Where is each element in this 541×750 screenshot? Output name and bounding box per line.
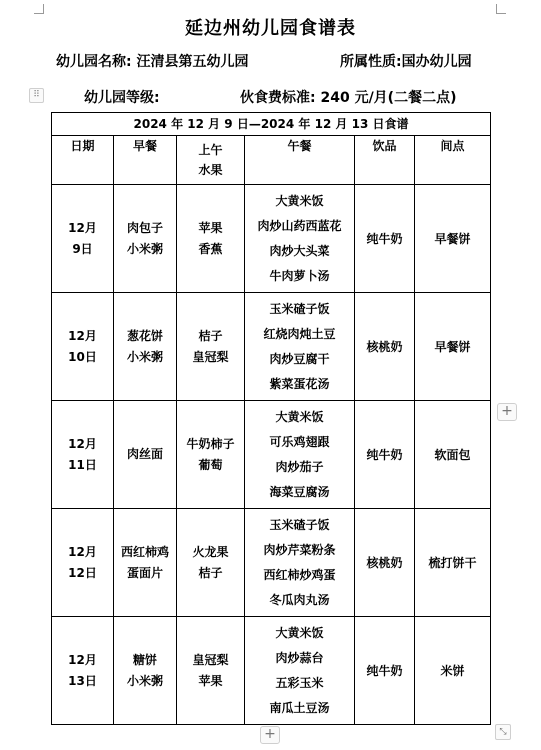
snack-cell: 早餐饼 (415, 293, 491, 401)
lunch-cell (245, 185, 355, 293)
snack-cell: 早餐饼 (415, 185, 491, 293)
fruit-cell (177, 185, 245, 293)
fruit-item: 桔子 (198, 328, 223, 343)
fruit-item: 皇冠梨 (192, 349, 229, 364)
fruit-cell (177, 293, 245, 401)
header-fruit-line-1: 上午 (198, 143, 223, 157)
fruit-cell (177, 617, 245, 725)
header-fruit-line-2: 水果 (198, 163, 223, 177)
breakfast-item: 糖饼 (132, 652, 157, 667)
table-resize-icon[interactable]: ⤡ (495, 724, 511, 740)
lunch-item: 玉米碴子饭 (269, 517, 330, 532)
breakfast-cell (114, 509, 177, 617)
snack-cell: 梳打饼干 (415, 509, 491, 617)
lunch-item: 肉炒山药西蓝花 (257, 218, 342, 233)
breakfast-item: 小米粥 (126, 241, 163, 256)
table-move-handle-icon[interactable]: ⠿ (29, 88, 44, 103)
header-lunch: 午餐 (245, 136, 355, 185)
lunch-item: 大黄米饭 (275, 193, 324, 208)
date-cell (52, 509, 114, 617)
fruit-item: 葡萄 (198, 457, 223, 472)
date-day: 12日 (68, 565, 97, 580)
date-day: 11日 (68, 457, 97, 472)
table-row (52, 401, 491, 509)
lunch-item: 冬瓜肉丸汤 (269, 592, 330, 607)
breakfast-item: 西红柿鸡 (120, 544, 169, 559)
date-day: 10日 (68, 349, 97, 364)
kindergarten-grade: 幼儿园等级: (84, 90, 160, 106)
breakfast-item: 小米粥 (126, 349, 163, 364)
breakfast-cell (114, 185, 177, 293)
drink-cell: 核桃奶 (355, 293, 415, 401)
breakfast-cell (114, 401, 177, 509)
lunch-item: 牛肉萝卜汤 (269, 268, 330, 283)
lunch-item: 红烧肉炖土豆 (263, 326, 336, 341)
table-row (52, 185, 491, 293)
date-day: 9日 (72, 241, 93, 256)
lunch-item: 海菜豆腐汤 (269, 484, 330, 499)
lunch-item: 肉炒芹菜粉条 (263, 542, 336, 557)
lunch-item: 五彩玉米 (275, 675, 324, 690)
page-corner-mark-left (34, 4, 44, 14)
header-fruit (177, 136, 245, 185)
snack-cell: 软面包 (415, 401, 491, 509)
lunch-item: 南瓜土豆汤 (269, 700, 330, 715)
date-cell (52, 293, 114, 401)
lunch-item: 西红柿炒鸡蛋 (263, 567, 336, 582)
breakfast-item: 小米粥 (126, 673, 163, 688)
lunch-item: 大黄米饭 (275, 625, 324, 640)
drink-cell: 纯牛奶 (355, 401, 415, 509)
fruit-item: 苹果 (198, 673, 223, 688)
add-column-plus-icon[interactable]: + (497, 403, 517, 421)
table-row (52, 293, 491, 401)
table-row (52, 617, 491, 725)
fruit-item: 苹果 (198, 220, 223, 235)
date-month: 12月 (68, 436, 97, 451)
date-range: 2024 年 12 月 9 日—2024 年 12 月 13 日食谱 (52, 113, 491, 136)
fruit-item: 桔子 (198, 565, 223, 580)
page-corner-mark-right (496, 4, 506, 14)
lunch-item: 肉炒蒜台 (275, 650, 324, 665)
date-cell (52, 185, 114, 293)
header-snack: 间点 (415, 136, 491, 185)
kindergarten-nature: 所属性质:国办幼儿园 (340, 54, 472, 70)
date-cell (52, 401, 114, 509)
table-row (52, 509, 491, 617)
lunch-item: 紫菜蛋花汤 (269, 376, 330, 391)
add-row-plus-icon[interactable]: + (260, 726, 280, 744)
date-month: 12月 (68, 220, 97, 235)
date-cell (52, 617, 114, 725)
document-title: 延边州幼儿园食谱表 (185, 18, 356, 39)
date-month: 12月 (68, 328, 97, 343)
lunch-item: 肉炒大头菜 (269, 243, 330, 258)
breakfast-item: 肉丝面 (126, 447, 163, 461)
breakfast-cell (114, 293, 177, 401)
breakfast-item: 葱花饼 (126, 328, 163, 343)
breakfast-item: 肉包子 (126, 220, 163, 235)
date-month: 12月 (68, 544, 97, 559)
snack-cell: 米饼 (415, 617, 491, 725)
meal-fee-standard: 伙食费标准: 240 元/月(二餐二点) (240, 90, 457, 106)
lunch-item: 肉炒茄子 (275, 459, 324, 474)
lunch-cell (245, 401, 355, 509)
header-row (52, 136, 491, 185)
fruit-item: 牛奶柿子 (186, 436, 235, 451)
lunch-item: 肉炒豆腐干 (269, 351, 330, 366)
kindergarten-name: 幼儿园名称: 汪清县第五幼儿园 (56, 54, 249, 70)
drink-cell: 纯牛奶 (355, 617, 415, 725)
lunch-cell (245, 293, 355, 401)
drink-cell: 核桃奶 (355, 509, 415, 617)
header-date: 日期 (52, 136, 114, 185)
breakfast-item: 蛋面片 (126, 565, 163, 580)
fruit-cell (177, 509, 245, 617)
menu-table (51, 112, 491, 725)
header-breakfast: 早餐 (114, 136, 177, 185)
header-drink: 饮品 (355, 136, 415, 185)
fruit-item: 火龙果 (192, 544, 229, 559)
drink-cell: 纯牛奶 (355, 185, 415, 293)
lunch-cell (245, 509, 355, 617)
fruit-item: 香蕉 (198, 241, 223, 256)
breakfast-cell (114, 617, 177, 725)
lunch-cell (245, 617, 355, 725)
fruit-item: 皇冠梨 (192, 652, 229, 667)
lunch-item: 可乐鸡翅跟 (269, 434, 330, 449)
date-range-row (52, 113, 491, 136)
fruit-cell (177, 401, 245, 509)
date-day: 13日 (68, 673, 97, 688)
lunch-item: 大黄米饭 (275, 409, 324, 424)
lunch-item: 玉米碴子饭 (269, 301, 330, 316)
date-month: 12月 (68, 652, 97, 667)
